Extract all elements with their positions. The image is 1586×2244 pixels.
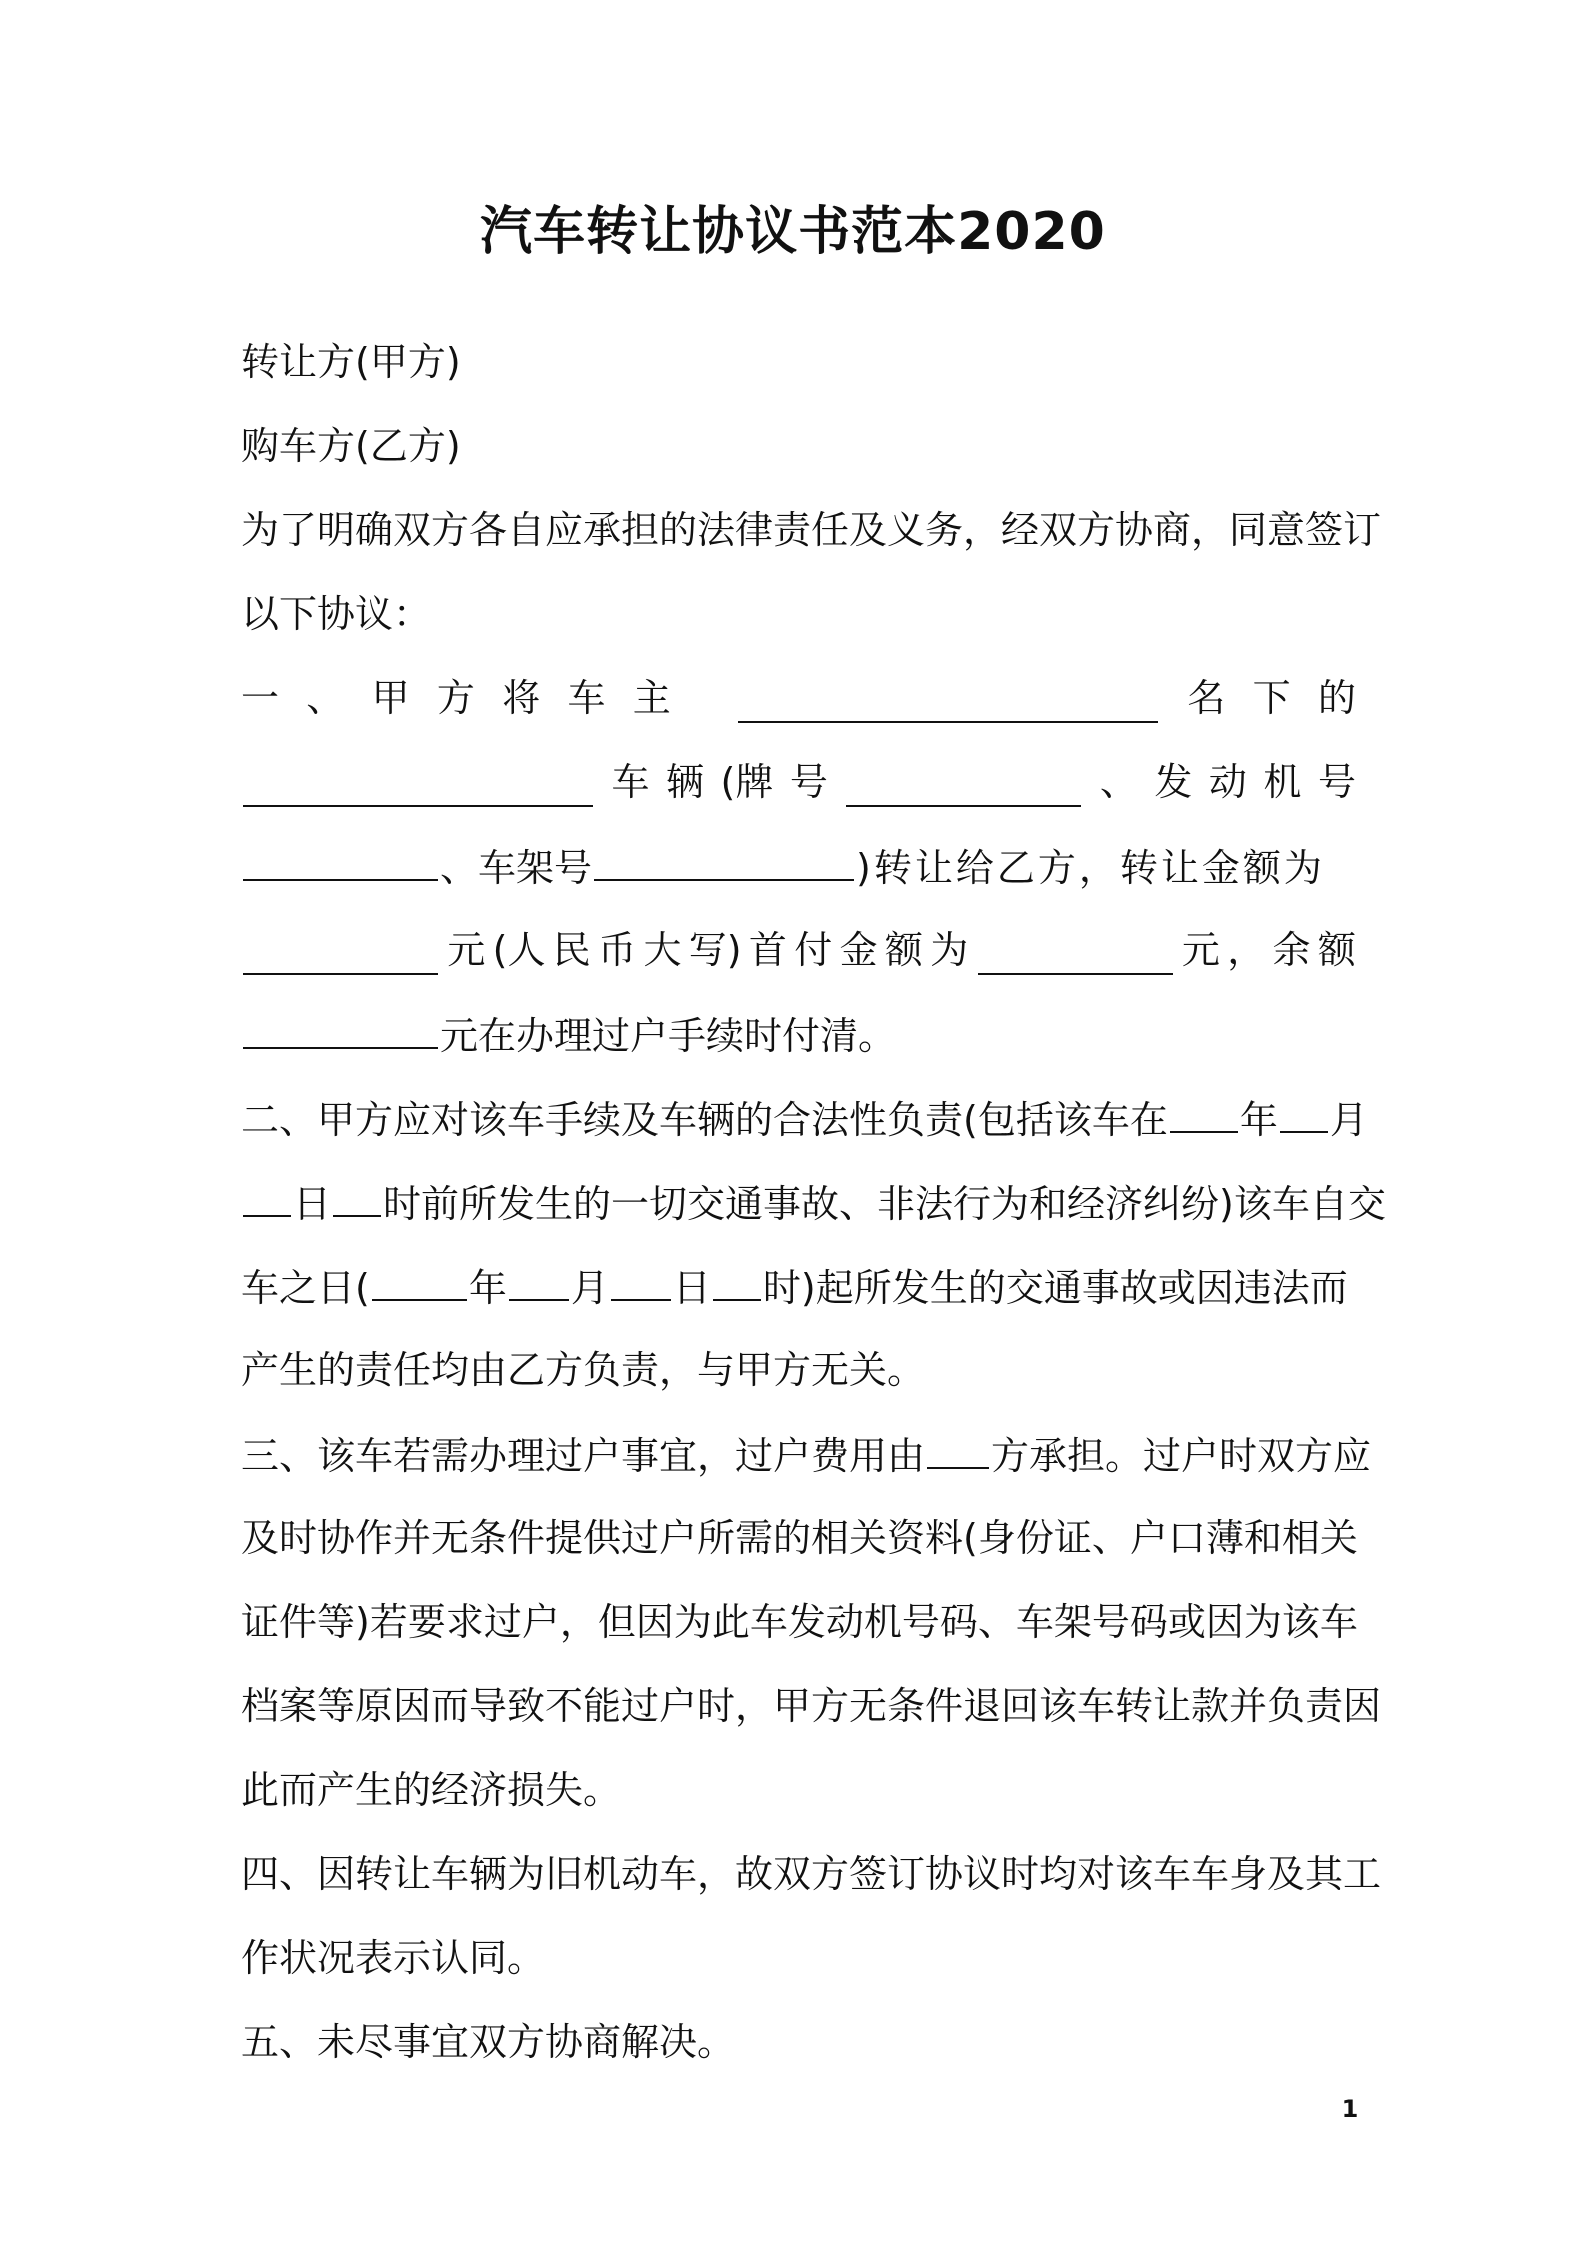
section-2-text: 时前所发生的一切交通事故、非法行为和经济纠纷)该车自交 <box>383 1182 1386 1226</box>
section-3-line-3: 证件等)若要求过户，但因为此车发动机号码、车架号码或因为该车 <box>241 1600 1358 1644</box>
section-3-line-2: 及时协作并无条件提供过户所需的相关资料(身份证、户口薄和相关 <box>241 1516 1358 1560</box>
section-2-line-1 <box>241 1093 1368 1145</box>
section-3-line-4: 档案等原因而导致不能过户时，甲方无条件退回该车转让款并负责因 <box>241 1684 1382 1728</box>
section-2-text: 二、甲方应对该车手续及车辆的合法性负责(包括该车在 <box>241 1098 1168 1142</box>
buyer-line: 购车方(乙方) <box>241 424 461 468</box>
section-1-glyph: 付 <box>794 928 833 972</box>
year-label: 年 <box>468 1266 507 1310</box>
section-1-glyph: 的 <box>1317 676 1356 720</box>
section-1-glyph: (牌 <box>720 760 774 804</box>
year-blank[interactable] <box>1170 1093 1238 1133</box>
seller-line: 转让方(甲方) <box>241 340 461 384</box>
section-1-glyph: 元 <box>1181 928 1220 972</box>
section-1-glyph: 为 <box>930 928 969 972</box>
balance-blank[interactable] <box>243 1009 438 1049</box>
section-1-glyph: 下 <box>1252 676 1291 720</box>
section-1-glyph: 额 <box>1317 928 1356 972</box>
hour-blank[interactable] <box>333 1177 381 1217</box>
month-blank[interactable] <box>1280 1093 1328 1133</box>
section-3-text: 方承担。过户时双方应 <box>991 1434 1372 1478</box>
section-1-glyph: 一 <box>241 676 280 720</box>
section-1-glyph: 大 <box>643 928 682 972</box>
down-payment-blank[interactable] <box>978 935 1173 975</box>
section-1-glyph: 车 <box>611 760 650 804</box>
section-1-glyph: 金 <box>839 928 878 972</box>
month-label: 月 <box>570 1266 609 1310</box>
day-label: 日 <box>672 1266 711 1310</box>
day-label: 日 <box>293 1182 332 1226</box>
year-label: 年 <box>1239 1098 1278 1142</box>
delivery-year-blank[interactable] <box>372 1261 467 1301</box>
section-1-glyph: ， <box>1227 928 1266 972</box>
section-3-line-5: 此而产生的经济损失。 <box>241 1768 622 1812</box>
section-1-glyph: 辆 <box>666 760 705 804</box>
section-1-glyph: 、 <box>1099 760 1138 804</box>
balance-text: 元在办理过户手续时付清。 <box>440 1014 897 1058</box>
day-blank[interactable] <box>243 1177 291 1217</box>
section-1-glyph: 民 <box>552 928 591 972</box>
section-2-line-3 <box>241 1261 1356 1313</box>
section-1-line-2 <box>241 757 1356 807</box>
month-label: 月 <box>1329 1098 1368 1142</box>
section-3-line-1 <box>241 1429 1372 1481</box>
vehicle-blank[interactable] <box>243 767 593 807</box>
section-1-glyph: 方 <box>436 676 475 720</box>
section-1-glyph: 主 <box>632 676 671 720</box>
fee-party-blank[interactable] <box>927 1429 989 1469</box>
section-1-glyph: 余 <box>1272 928 1311 972</box>
intro-line-2: 以下协议： <box>241 592 432 636</box>
section-2-text: 车之日( <box>241 1266 370 1310</box>
section-1-line-4 <box>241 925 1356 975</box>
frame-number-label: 、车架号 <box>440 846 593 890</box>
engine-number-blank[interactable] <box>243 841 438 881</box>
section-5-line-1: 五、未尽事宜双方协商解决。 <box>241 2020 736 2064</box>
section-2-line-2 <box>241 1177 1386 1229</box>
section-1-line-5 <box>241 1009 1356 1061</box>
section-1-glyph: 号 <box>1317 760 1356 804</box>
plate-number-blank[interactable] <box>846 767 1081 807</box>
intro-line-1: 为了明确双方各自应承担的法律责任及义务，经双方协商，同意签订 <box>241 508 1382 552</box>
page-number: 1 <box>1341 2095 1359 2123</box>
section-1-glyph: 甲 <box>371 676 410 720</box>
section-1-line-1 <box>241 673 1356 723</box>
section-1-glyph: (人 <box>492 928 546 972</box>
delivery-hour-blank[interactable] <box>713 1261 761 1301</box>
section-4-line-1: 四、因转让车辆为旧机动车，故双方签订协议时均对该车车身及其工 <box>241 1852 1382 1896</box>
section-1-glyph: 发 <box>1154 760 1193 804</box>
section-1-glyph: 写) <box>688 928 742 972</box>
delivery-month-blank[interactable] <box>509 1261 569 1301</box>
section-1-glyph: 将 <box>502 676 541 720</box>
section-1-glyph: 元 <box>447 928 486 972</box>
frame-number-blank[interactable] <box>594 841 854 881</box>
section-1-glyph: 币 <box>598 928 637 972</box>
section-2-text: 时)起所发生的交通事故或因违法而 <box>762 1266 1348 1310</box>
section-1-glyph: 机 <box>1263 760 1302 804</box>
section-1-line-3 <box>241 841 1356 893</box>
section-1-glyph: 动 <box>1208 760 1247 804</box>
section-2-line-4: 产生的责任均由乙方负责，与甲方无关。 <box>241 1348 926 1392</box>
section-1-glyph: 车 <box>567 676 606 720</box>
section-1-glyph: 号 <box>789 760 828 804</box>
section-1-glyph: 首 <box>748 928 787 972</box>
section-4-line-2: 作状况表示认同。 <box>241 1936 546 1980</box>
section-1-glyph: 名 <box>1187 676 1226 720</box>
delivery-day-blank[interactable] <box>611 1261 671 1301</box>
transfer-amount-blank[interactable] <box>243 935 438 975</box>
section-3-text: 三、该车若需办理过户事宜，过户费用由 <box>241 1434 926 1478</box>
document-title: 汽车转让协议书范本2020 <box>480 202 1106 262</box>
section-1-glyph: 、 <box>306 676 345 720</box>
owner-name-blank[interactable] <box>738 683 1158 723</box>
transfer-amount-label: )转让给乙方，转让金额为 <box>856 846 1325 890</box>
section-1-glyph: 额 <box>884 928 923 972</box>
